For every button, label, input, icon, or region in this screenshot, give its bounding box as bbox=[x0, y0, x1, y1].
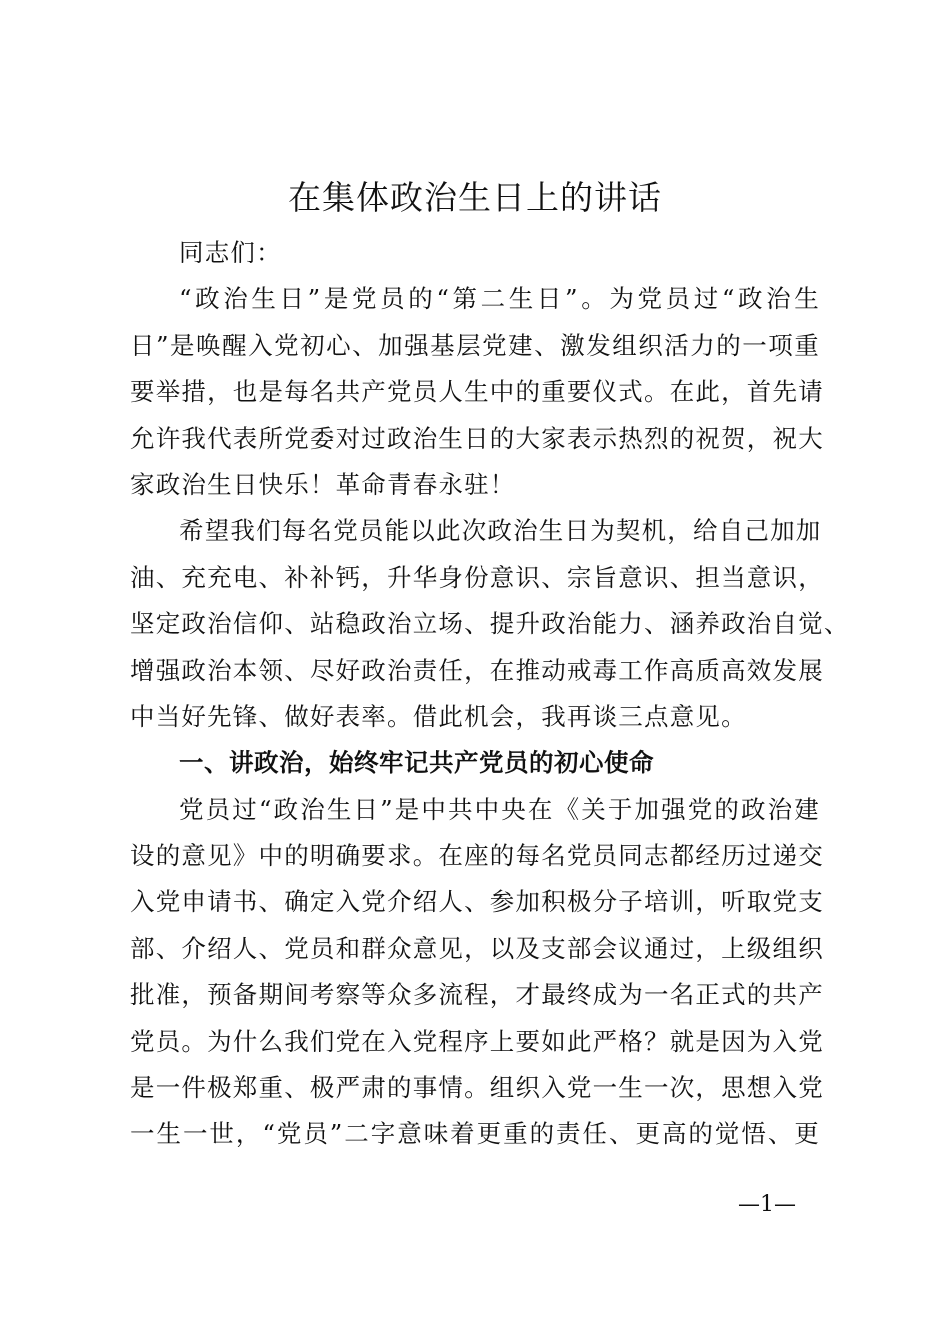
paragraph-line: “政治生日”是党员的“第二生日”。为党员过“政治生 bbox=[179, 284, 820, 314]
paragraph-line: 党员过“政治生日”是中共中央在《关于加强党的政治建 bbox=[179, 794, 820, 824]
paragraph-line: 油、充充电、补补钙，升华身份意识、宗旨意识、担当意识， bbox=[130, 562, 824, 592]
paragraph-line: 坚定政治信仰、站稳政治立场、提升政治能力、涵养政治自觉、 bbox=[130, 609, 850, 639]
document-title: 在集体政治生日上的讲话 bbox=[288, 178, 662, 217]
section-heading: 一、讲政治，始终牢记共产党员的初心使命 bbox=[179, 748, 654, 778]
paragraph-line: 设的意见》中的明确要求。在座的每名党员同志都经历过递交 bbox=[130, 841, 824, 871]
paragraph-line: 希望我们每名党员能以此次政治生日为契机，给自己加加 bbox=[179, 516, 822, 546]
paragraph-line: 要举措，也是每名共产党员人生中的重要仪式。在此，首先请 bbox=[130, 377, 824, 407]
document-body bbox=[130, 230, 850, 1158]
paragraph-line: 入党申请书、确定入党介绍人、参加积极分子培训，听取党支 bbox=[130, 887, 824, 917]
paragraph-line: 一生一世，“党员”二字意味着更重的责任、更高的觉悟、更 bbox=[130, 1119, 820, 1149]
paragraph-line: 允许我代表所党委对过政治生日的大家表示热烈的祝贺，祝大 bbox=[130, 423, 824, 453]
paragraph-line: 增强政治本领、尽好政治责任，在推动戒毒工作高质高效发展 bbox=[130, 655, 824, 685]
page-number: —1— bbox=[738, 1192, 796, 1217]
paragraph-line: 家政治生日快乐！革命青春永驻！ bbox=[130, 469, 516, 499]
paragraph-line: 党员。为什么我们党在入党程序上要如此严格？就是因为入党 bbox=[130, 1026, 824, 1056]
salutation: 同志们： bbox=[179, 238, 282, 267]
paragraph-line: 是一件极郑重、极严肃的事情。组织入党一生一次，思想入党 bbox=[130, 1073, 824, 1103]
paragraph-line: 中当好先锋、做好表率。借此机会，我再谈三点意见。 bbox=[130, 701, 747, 731]
paragraph-line: 部、介绍人、党员和群众意见，以及支部会议通过，上级组织 bbox=[130, 933, 824, 963]
paragraph-line: 日”是唤醒入党初心、加强基层党建、激发组织活力的一项重 bbox=[130, 330, 820, 360]
paragraph-line: 批准，预备期间考察等众多流程，才最终成为一名正式的共产 bbox=[130, 980, 824, 1010]
